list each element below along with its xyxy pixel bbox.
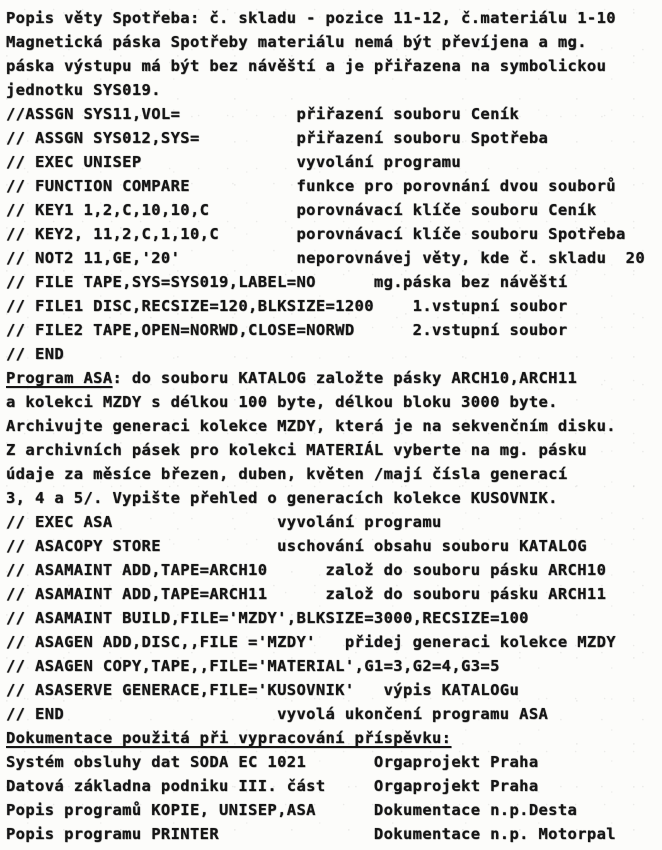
text-line xyxy=(6,678,662,702)
line-text: Magnetická páska Spotřeby materiálu nemá být převíjena a mg. xyxy=(6,33,587,51)
line-text: // EXEC ASA vyvolání programu xyxy=(6,513,442,531)
text-line xyxy=(6,822,662,846)
text-line xyxy=(6,222,662,246)
text-line xyxy=(6,294,662,318)
text-line xyxy=(6,774,662,798)
text-line xyxy=(6,486,662,510)
line-text: // ASACOPY STORE uschování obsahu souboru KATALOG xyxy=(6,537,587,555)
text-line xyxy=(6,174,662,198)
line-text: údaje za měsíce březen, duben, květen /mají čísla generací xyxy=(6,465,568,483)
line-text: // ASSGN SYS012,SYS= přiřazení souboru Spotřeba xyxy=(6,129,549,147)
line-text: // ASASERVE GENERACE,FILE='KUSOVNIK' výpis KATALOGu xyxy=(6,681,520,699)
text-line xyxy=(6,630,662,654)
text-line xyxy=(6,366,662,390)
underlined-heading-text: Program ASA xyxy=(6,369,113,387)
text-line xyxy=(6,726,662,750)
text-line xyxy=(6,54,662,78)
line-text: 3, 4 a 5/. Vypište přehled o generacích kolekce KUSOVNIK. xyxy=(6,489,558,507)
text-line xyxy=(6,78,662,102)
text-line xyxy=(6,390,662,414)
line-text: // END vyvolá ukončení programu ASA xyxy=(6,705,549,723)
text-line xyxy=(6,150,662,174)
line-text: : do souboru KATALOG založte pásky ARCH10,ARCH11 xyxy=(112,369,578,387)
text-line xyxy=(6,798,662,822)
text-line xyxy=(6,534,662,558)
text-line xyxy=(6,414,662,438)
line-text: // EXEC UNISEP vyvolání programu xyxy=(6,153,462,171)
line-text: // FILE2 TAPE,OPEN=NORWD,CLOSE=NORWD 2.vstupní soubor xyxy=(6,321,568,339)
line-text: Datová základna podniku III. část Orgaprojekt Praha xyxy=(6,777,539,795)
line-text: // ASAMAINT ADD,TAPE=ARCH11 založ do souboru pásku ARCH11 xyxy=(6,585,607,603)
text-line xyxy=(6,342,662,366)
text-line xyxy=(6,6,662,30)
line-text: Systém obsluhy dat SODA EC 1021 Orgaprojekt Praha xyxy=(6,753,539,771)
line-text: Z archivních pásek pro kolekci MATERIÁL vyberte na mg. pásku xyxy=(6,441,587,459)
text-line xyxy=(6,30,662,54)
text-line xyxy=(6,654,662,678)
text-line xyxy=(6,270,662,294)
text-line xyxy=(6,462,662,486)
line-text: Archivujte generaci kolekce MZDY, která je na sekvenčním disku. xyxy=(6,417,616,435)
line-text: // ASAGEN COPY,TAPE,,FILE='MATERIAL',G1=3,G2=4,G3=5 xyxy=(6,657,500,675)
line-text: // KEY2, 11,2,C,1,10,C porovnávací klíče souboru Spotřeba xyxy=(6,225,626,243)
text-line xyxy=(6,558,662,582)
text-line xyxy=(6,126,662,150)
line-text: páska výstupu má být bez návěští a je přiřazena na symbolickou xyxy=(6,57,607,75)
text-line xyxy=(6,750,662,774)
line-text: // NOT2 11,GE,'20' neporovnávej věty, kde č. skladu 20 xyxy=(6,249,645,267)
line-text: jednotku SYS019. xyxy=(6,81,161,99)
line-text: Popis věty Spotřeba: č. skladu - pozice 11-12, č.materiálu 1-10 xyxy=(6,9,616,27)
text-line xyxy=(6,246,662,270)
line-text: //ASSGN SYS11,VOL= přiřazení souboru Ceník xyxy=(6,105,520,123)
line-text: // FUNCTION COMPARE funkce pro porovnání dvou souborů xyxy=(6,177,616,195)
line-text: // KEY1 1,2,C,10,10,C porovnávací klíče souboru Ceník xyxy=(6,201,597,219)
line-text: a kolekci MZDY s délkou 100 byte, délkou bloku 3000 byte. xyxy=(6,393,558,411)
text-line xyxy=(6,606,662,630)
line-text: // FILE TAPE,SYS=SYS019,LABEL=NO mg.páska bez návěští xyxy=(6,273,568,291)
text-line xyxy=(6,102,662,126)
line-text: Popis programů KOPIE, UNISEP,ASA Dokumentace n.p.Desta xyxy=(6,801,578,819)
line-text: // END xyxy=(6,345,65,363)
line-text: // FILE1 DISC,RECSIZE=120,BLKSIZE=1200 1.vstupní soubor xyxy=(6,297,568,315)
text-line xyxy=(6,510,662,534)
line-text: // ASAGEN ADD,DISC,,FILE ='MZDY' přidej generaci kolekce MZDY xyxy=(6,633,616,651)
text-line xyxy=(6,318,662,342)
text-line xyxy=(6,438,662,462)
text-line xyxy=(6,198,662,222)
text-line xyxy=(6,702,662,726)
line-text: Popis programu PRINTER Dokumentace n.p. Motorpal xyxy=(6,825,616,843)
line-text: // ASAMAINT BUILD,FILE='MZDY',BLKSIZE=3000,RECSIZE=100 xyxy=(6,609,529,627)
underlined-heading-text: Dokumentace použitá při vypracování příspěvku: xyxy=(6,729,452,747)
line-text: // ASAMAINT ADD,TAPE=ARCH10 založ do souboru pásku ARCH10 xyxy=(6,561,607,579)
text-line xyxy=(6,582,662,606)
